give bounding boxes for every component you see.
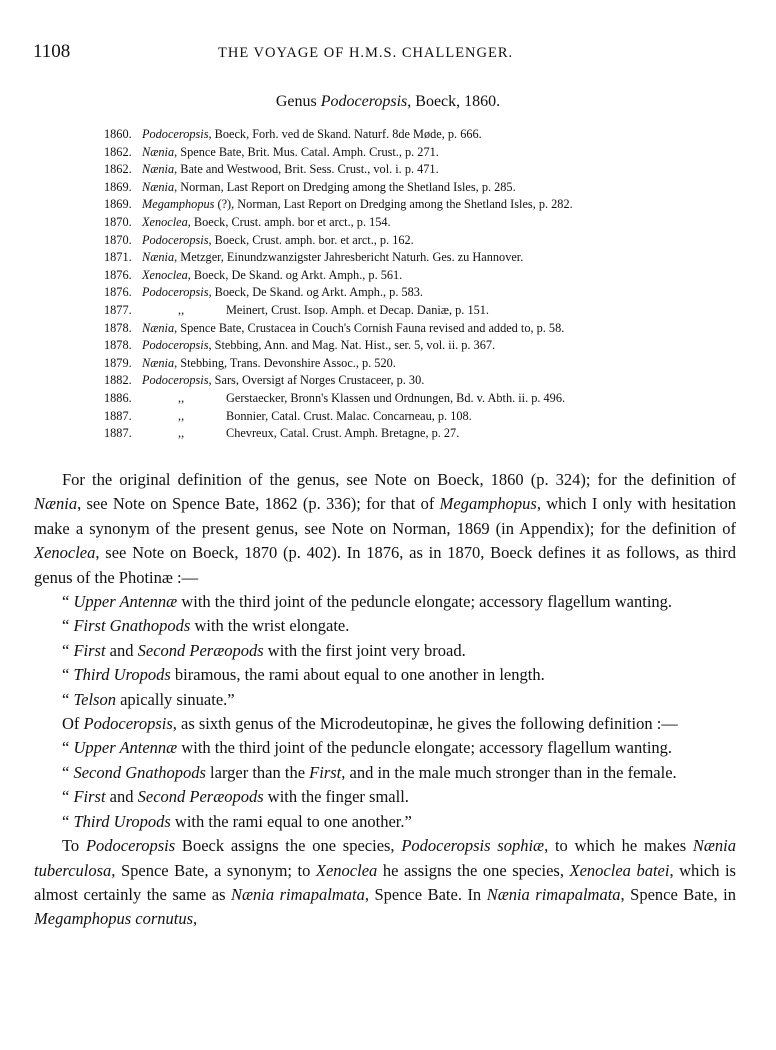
italic-term: Third Uropods	[73, 665, 171, 685]
italic-term: Upper Antennæ	[73, 592, 178, 612]
synonymy-genus: Nænia	[142, 320, 175, 335]
synonymy-entry	[104, 408, 744, 426]
synonymy-genus: Nænia	[142, 179, 175, 194]
synonymy-ditto: ,,	[178, 408, 185, 423]
italic-term: Xenoclea	[315, 860, 378, 880]
synonymy-year: 1869.	[104, 197, 132, 212]
text-run: Boeck assigns the one species,	[175, 836, 402, 856]
synonymy-ditto: ,,	[178, 426, 185, 441]
synonymy-reference: , Boeck, Crust. amph. bor. et arct., p. 162.	[208, 232, 414, 247]
italic-term: Podoceropsis sophiæ	[401, 836, 545, 856]
synonymy-genus: Podoceropsis	[142, 373, 209, 388]
synonymy-entry	[104, 355, 744, 373]
text-run: with the wrist elongate.	[190, 616, 350, 636]
quote-line	[34, 639, 736, 663]
synonymy-year: 1871.	[104, 250, 132, 265]
synonymy-genus: Nænia	[142, 144, 175, 159]
text-run: , Spence Bate. In	[364, 884, 487, 904]
synonymy-reference: , Norman, Last Report on Dredging among the Shetland Isles, p. 285.	[174, 179, 516, 194]
synonymy-genus: Megamphopus	[142, 197, 215, 212]
synonymy-genus: Podoceropsis	[142, 232, 209, 247]
paragraph	[34, 712, 736, 736]
synonymy-genus: Nænia	[142, 355, 175, 370]
synonymy-year: 1860.	[104, 127, 132, 141]
text-run: and	[105, 787, 138, 807]
quote-line	[34, 663, 736, 687]
synonymy-entry	[104, 249, 744, 267]
synonymy-entry	[104, 267, 744, 285]
genus-heading	[0, 93, 776, 111]
italic-term: Nænia rimapalmata	[230, 884, 365, 904]
text-run: with the third joint of the peduncle elongate; accessory flagellum wanting.	[177, 738, 673, 758]
italic-term: Second Gnathopods	[73, 762, 206, 782]
synonymy-ditto: ,,	[178, 390, 185, 405]
running-head: THE VOYAGE OF H.M.S. CHALLENGER.	[218, 45, 514, 61]
synonymy-reference: , Boeck, Crust. amph. bor et arct., p. 154.	[187, 214, 391, 229]
synonymy-entry	[104, 214, 744, 232]
text-run: , and in the male much stronger than in the female.	[341, 762, 677, 782]
synonymy-year: 1870.	[104, 232, 132, 247]
synonymy-genus: Podoceropsis	[142, 285, 209, 300]
synonymy-entry	[104, 302, 744, 320]
heading-genus-name: Podoceropsis	[320, 93, 408, 110]
synonymy-genus: Nænia	[142, 250, 175, 265]
synonymy-reference: , Spence Bate, Crustacea in Couch's Cornish Fauna revised and added to, p. 58.	[174, 320, 565, 335]
italic-term: Podoceropsis	[85, 836, 176, 856]
text-run: Of	[62, 714, 84, 734]
italic-term: Megamphopus cornutus	[34, 909, 194, 929]
italic-term: Third Uropods	[73, 811, 171, 831]
synonymy-reference: Meinert, Crust. Isop. Amph. et Decap. Daniæ, p. 151.	[226, 302, 489, 317]
synonymy-entry	[104, 284, 744, 302]
synonymy-year: 1879.	[104, 355, 132, 370]
italic-term: Xenoclea batei	[569, 860, 670, 880]
synonymy-reference: Chevreux, Catal. Crust. Amph. Bretagne, p. 27.	[226, 426, 460, 441]
italic-term: First	[73, 787, 106, 807]
synonymy-reference: Bonnier, Catal. Crust. Malac. Concarneau, p. 108.	[226, 408, 472, 423]
synonymy-reference: , Stebbing, Trans. Devonshire Assoc., p. 520.	[174, 355, 396, 370]
text-run: with the first joint very broad.	[263, 640, 466, 660]
synonymy-reference: , Spence Bate, Brit. Mus. Catal. Amph. Crust., p. 271.	[174, 144, 439, 159]
italic-term: Second Peræopods	[137, 640, 264, 660]
synonymy-year: 1886.	[104, 390, 132, 405]
synonymy-entry	[104, 425, 744, 443]
paragraph	[34, 834, 736, 932]
text-run: , which I only with hesitation make a synonym of the present genus, see Note on Norman, 1869 (in Appendix); for the definition of	[34, 494, 736, 538]
synonymy-reference: , Sars, Oversigt af Norges Crustaceer, p. 30.	[208, 373, 425, 388]
synonymy-reference: , Stebbing, Ann. and Mag. Nat. Hist., ser. 5, vol. ii. p. 367.	[208, 338, 496, 353]
synonymy-entry	[104, 126, 744, 144]
synonymy-year: 1882.	[104, 373, 132, 388]
text-run: “	[62, 762, 74, 782]
text-run: , see Note on Spence Bate, 1862 (p. 336); for that of	[77, 494, 440, 514]
italic-term: Megamphopus	[439, 494, 537, 514]
paragraph	[34, 468, 736, 590]
synonymy-reference: (?), Norman, Last Report on Dredging among the Shetland Isles, p. 282.	[214, 197, 573, 212]
synonymy-year: 1862.	[104, 162, 132, 177]
italic-term: Nænia	[34, 494, 78, 514]
text-run: and	[105, 640, 138, 660]
text-run: , which is almost certainly the same as	[34, 860, 736, 904]
text-run: “	[62, 787, 74, 807]
synonymy-entry	[104, 320, 744, 338]
text-run: “	[62, 665, 74, 685]
synonymy-year: 1877.	[104, 302, 132, 317]
italic-term: First	[73, 640, 106, 660]
synonymy-entry	[104, 161, 744, 179]
text-run: , see Note on Boeck, 1870 (p. 402). In 1876, as in 1870, Boeck defines it as follows, as third genus of the Photinæ :—	[34, 543, 736, 587]
synonymy-entry	[104, 196, 744, 214]
italic-term: Podoceropsis	[83, 714, 173, 734]
body-text	[34, 468, 736, 932]
synonymy-year: 1887.	[104, 426, 132, 441]
text-run: “	[62, 689, 74, 709]
synonymy-year: 1878.	[104, 320, 132, 335]
synonymy-ditto: ,,	[178, 302, 185, 317]
text-run: ,	[193, 909, 198, 929]
synonymy-genus: Podoceropsis	[142, 338, 209, 353]
quote-line	[34, 590, 736, 614]
text-run: “	[62, 616, 74, 636]
synonymy-reference: , Metzger, Einundzwanzigster Jahresbericht Naturh. Ges. zu Hannover.	[174, 250, 524, 265]
text-run: “	[62, 640, 74, 660]
synonymy-reference: , Bate and Westwood, Brit. Sess. Crust., vol. i. p. 471.	[174, 162, 439, 177]
quote-line	[34, 614, 736, 638]
italic-term: Nænia tuberculosa	[34, 836, 736, 880]
text-run: , as sixth genus of the Microdeutopinæ, he gives the following definition :—	[172, 714, 678, 734]
text-run: he assigns the one species,	[377, 860, 570, 880]
heading-suffix: , Boeck, 1860.	[407, 93, 501, 110]
text-run: “	[62, 738, 74, 758]
synonymy-genus: Nænia	[142, 162, 175, 177]
italic-term: Upper Antennæ	[73, 738, 178, 758]
synonymy-entry	[104, 337, 744, 355]
text-run: apically sinuate.”	[115, 689, 235, 709]
synonymy-reference: , Boeck, Forh. ved de Skand. Naturf. 8de Møde, p. 666.	[208, 127, 482, 141]
text-run: larger than the	[205, 762, 310, 782]
synonymy-entry	[104, 232, 744, 250]
synonymy-list	[104, 126, 744, 443]
synonymy-year: 1869.	[104, 179, 132, 194]
quote-line	[34, 688, 736, 712]
text-run: “	[62, 811, 74, 831]
synonymy-entry	[104, 372, 744, 390]
synonymy-entry	[104, 144, 744, 162]
quote-line	[34, 785, 736, 809]
heading-prefix: Genus	[275, 93, 321, 110]
text-run: biramous, the rami about equal to one another in length.	[170, 665, 545, 685]
synonymy-entry	[104, 390, 744, 408]
synonymy-year: 1876.	[104, 267, 132, 282]
italic-term: First Gnathopods	[73, 616, 191, 636]
italic-term: First	[309, 762, 342, 782]
italic-term: Xenoclea	[34, 543, 96, 563]
text-run: To	[62, 836, 86, 856]
text-run: “	[62, 592, 74, 612]
synonymy-reference: , Boeck, De Skand. og Arkt. Amph., p. 583.	[208, 285, 423, 300]
italic-term: Telson	[73, 689, 116, 709]
quote-line	[34, 761, 736, 785]
text-run: For the original definition of the genus, see Note on Boeck, 1860 (p. 324); for the definition of	[62, 470, 736, 489]
text-run: , Spence Bate, a synonym; to	[111, 860, 316, 880]
synonymy-year: 1887.	[104, 408, 132, 423]
text-run: with the rami equal to one another.”	[170, 811, 412, 831]
synonymy-genus: Xenoclea	[142, 267, 188, 282]
synonymy-genus: Podoceropsis	[142, 127, 209, 141]
quote-line	[34, 810, 736, 834]
text-run: with the third joint of the peduncle elongate; accessory flagellum wanting.	[177, 592, 673, 612]
page-number: 1108	[33, 41, 71, 62]
synonymy-entry	[104, 179, 744, 197]
synonymy-year: 1862.	[104, 144, 132, 159]
synonymy-year: 1870.	[104, 214, 132, 229]
text-run: , Spence Bate, in	[620, 884, 736, 904]
synonymy-reference: , Boeck, De Skand. og Arkt. Amph., p. 561.	[187, 267, 403, 282]
synonymy-genus: Xenoclea	[142, 214, 188, 229]
synonymy-year: 1876.	[104, 285, 132, 300]
quote-line	[34, 736, 736, 760]
text-run: with the finger small.	[263, 787, 409, 807]
synonymy-reference: Gerstaecker, Bronn's Klassen und Ordnungen, Bd. v. Abth. ii. p. 496.	[226, 390, 566, 405]
italic-term: Nænia rimapalmata	[486, 884, 621, 904]
italic-term: Second Peræopods	[137, 787, 264, 807]
text-run: , to which he makes	[544, 836, 693, 856]
synonymy-year: 1878.	[104, 338, 132, 353]
